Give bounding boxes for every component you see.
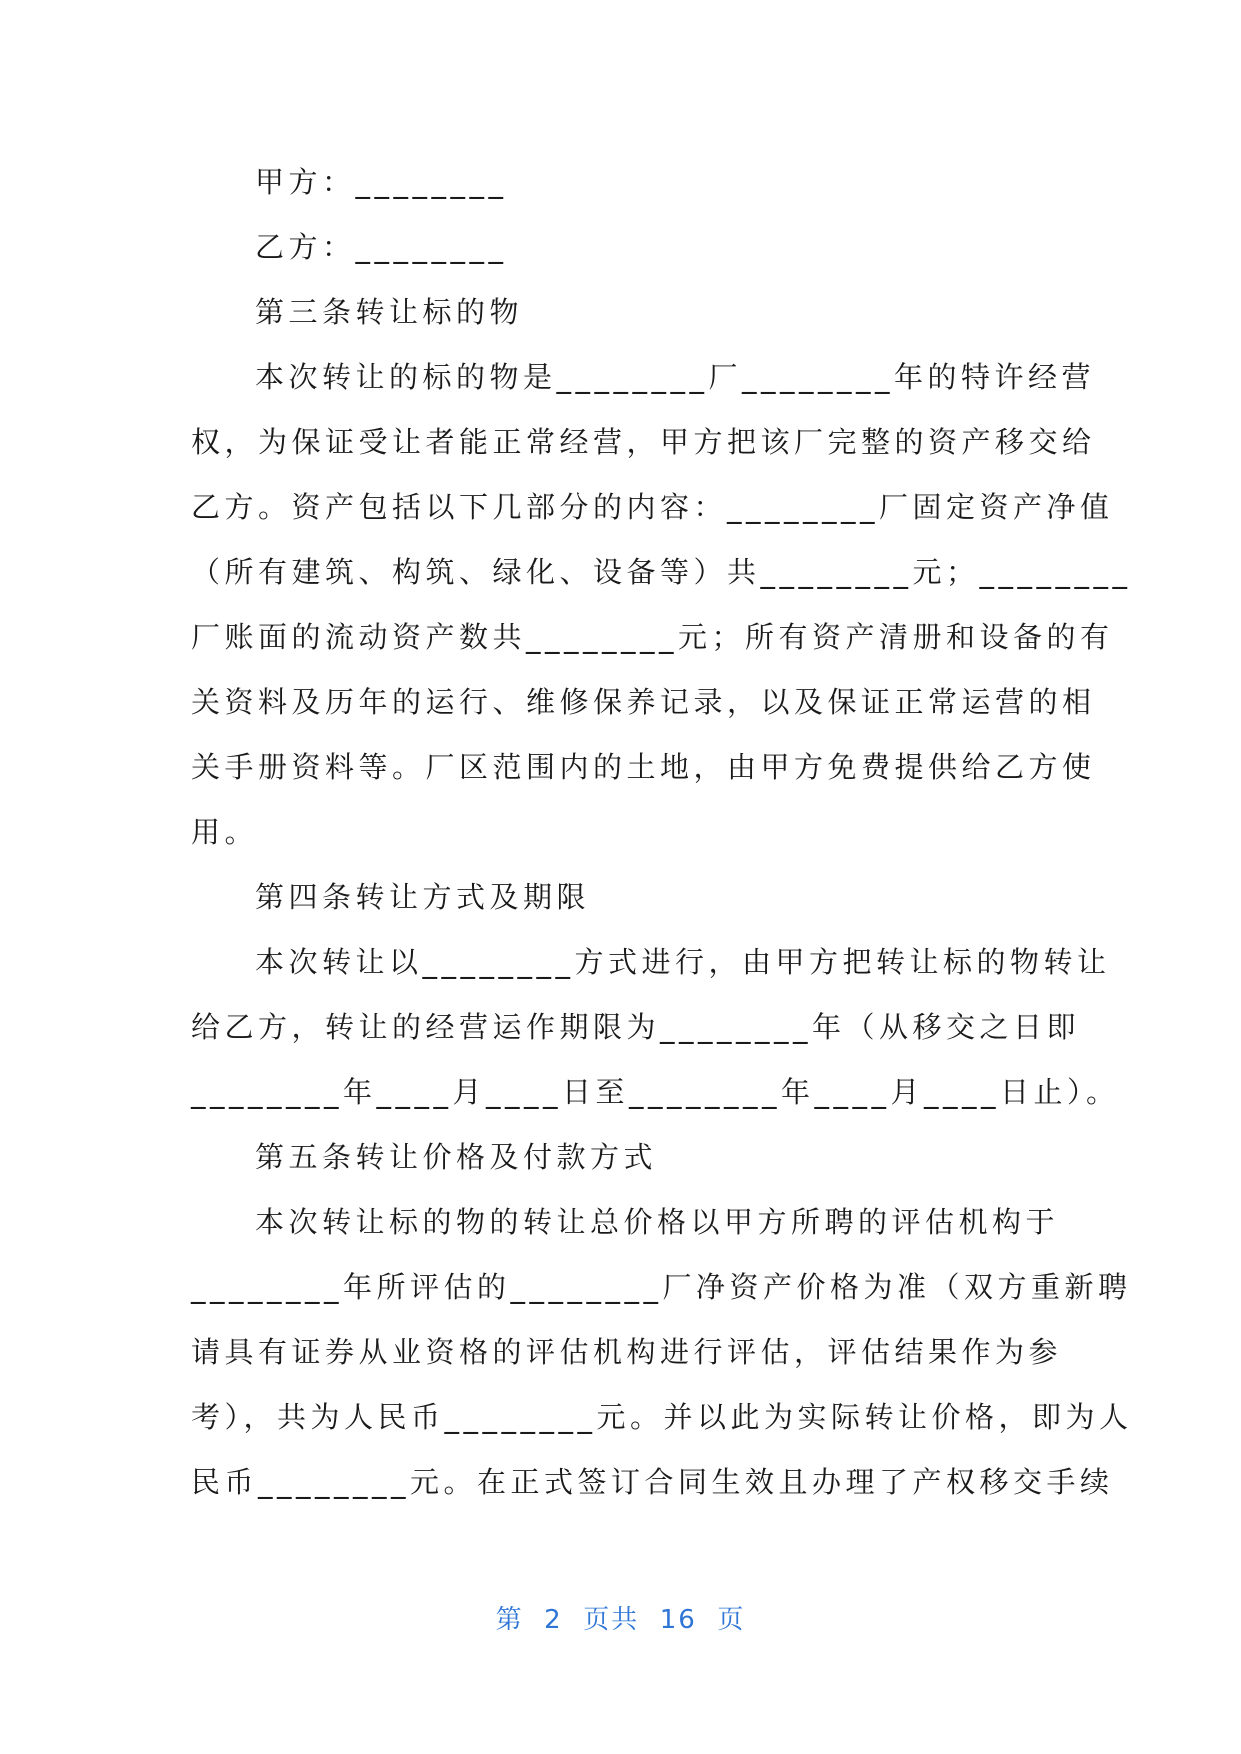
article-3-heading: 第三条转让标的物 [255,295,524,329]
paragraph-line: 用。 [191,815,259,849]
paragraph-line: （所有建筑、构筑、绿化、设备等）共________元；________ [191,555,1132,589]
paragraph-line: 本次转让以________方式进行，由甲方把转让标的物转让 [255,945,1111,979]
paragraph-line: 请具有证券从业资格的评估机构进行评估，评估结果作为参 [191,1335,1063,1369]
paragraph-line: 民币________元。在正式签订合同生效且办理了产权移交手续 [191,1465,1114,1499]
party-a-line: 甲方：________ [255,165,508,199]
paragraph-line: 给乙方，转让的经营运作期限为________年（从移交之日即 [191,1010,1081,1044]
article-5-heading: 第五条转让价格及付款方式 [255,1140,658,1174]
paragraph-line: 权，为保证受让者能正常经营，甲方把该厂完整的资产移交给 [191,425,1096,459]
paragraph-line: 厂账面的流动资产数共________元；所有资产清册和设备的有 [191,620,1114,654]
paragraph-line: 关手册资料等。厂区范围内的土地，由甲方免费提供给乙方使 [191,750,1096,784]
paragraph-line: 关资料及历年的运行、维修保养记录，以及保证正常运营的相 [191,685,1096,719]
article-4-heading: 第四条转让方式及期限 [255,880,591,914]
document-body [191,150,1133,1515]
paragraph-line: 乙方。资产包括以下几部分的内容：________厂固定资产净值 [191,490,1114,524]
paragraph-line: ________年所评估的________厂净资产价格为准（双方重新聘 [191,1270,1132,1304]
page-number-footer: 第 2 页共 16 页 [495,1605,746,1635]
paragraph-line: ________年____月____日至________年____月____日止）。 [191,1075,1120,1109]
paragraph-line: 本次转让的标的物是________厂________年的特许经营 [255,360,1096,394]
paragraph-line: 本次转让标的物的转让总价格以甲方所聘的评估机构于 [255,1205,1060,1239]
paragraph-line: 考），共为人民币________元。并以此为实际转让价格，即为人 [191,1400,1133,1434]
party-b-line: 乙方：________ [255,230,508,264]
